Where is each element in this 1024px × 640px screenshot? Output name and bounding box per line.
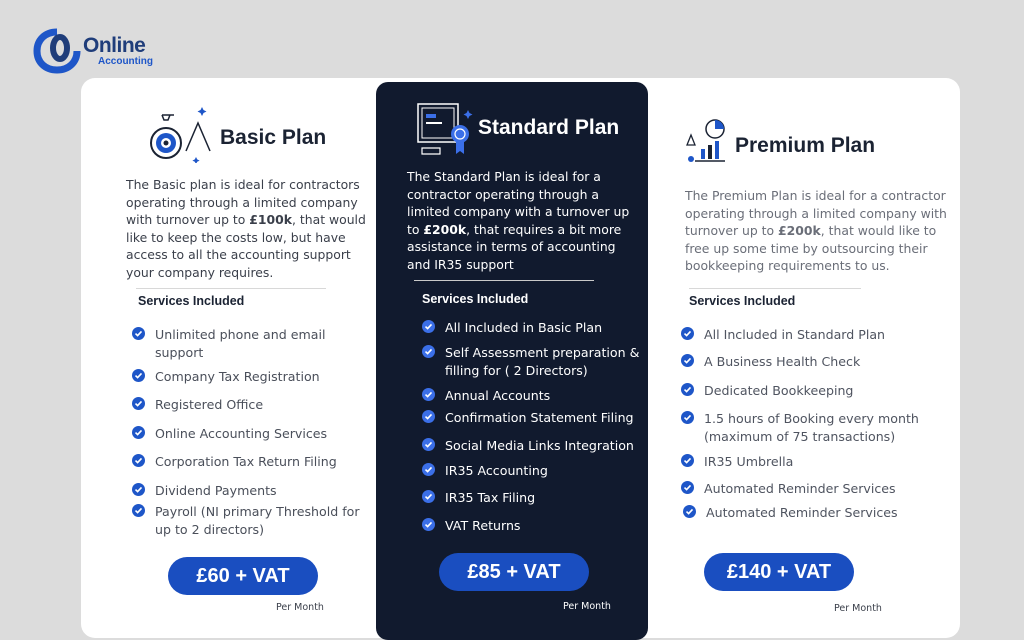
check-icon <box>422 345 435 358</box>
growth-chart-icon <box>681 117 733 169</box>
feature-label: Dedicated Bookkeeping <box>704 383 854 398</box>
price-period: Per Month <box>834 603 882 614</box>
price-button-basic[interactable]: £60 + VAT <box>168 557 318 595</box>
feature-item <box>132 326 364 362</box>
feature-label: Self Assessment preparation & filling for ( 2 Directors) <box>445 345 640 378</box>
check-icon <box>681 481 694 494</box>
check-icon <box>681 383 694 396</box>
feature-item <box>132 482 364 500</box>
feature-item <box>422 387 642 405</box>
feature-item <box>132 503 364 539</box>
feature-label: IR35 Tax Filing <box>445 490 536 505</box>
feature-label: Confirmation Statement Filing <box>445 410 634 425</box>
feature-item <box>132 425 364 443</box>
divider <box>414 280 594 281</box>
check-icon <box>132 426 145 439</box>
price-button-standard[interactable]: £85 + VAT <box>439 553 589 591</box>
feature-item <box>681 410 949 446</box>
feature-label: Automated Reminder Services <box>706 505 898 520</box>
feature-item <box>681 453 949 471</box>
feature-label: Social Media Links Integration <box>445 438 634 453</box>
plan-card-standard <box>376 82 648 640</box>
check-icon <box>132 397 145 410</box>
certificate-award-icon <box>416 102 480 162</box>
check-icon <box>132 454 145 467</box>
feature-label: Online Accounting Services <box>155 426 328 441</box>
feature-item <box>422 462 642 480</box>
feature-label: VAT Returns <box>445 518 521 533</box>
plan-description: The Standard Plan is ideal for a contractor operating through a limited company with a turnover up to £200k, that requires a bit more assistance in terms of accounting and IR35 support <box>407 169 630 272</box>
check-icon <box>422 410 435 423</box>
divider <box>689 288 861 289</box>
brand-name: Online <box>83 34 146 57</box>
plan-title: Basic Plan <box>220 126 327 149</box>
check-icon <box>422 320 435 333</box>
plan-description: The Premium Plan is ideal for a contractor operating through a limited company with turnover up to £200k, that would like to free up some time by outsourcing their bookkeeping requirements to us. <box>685 188 947 274</box>
target-goal-icon <box>146 103 212 163</box>
feature-label: Annual Accounts <box>445 388 551 403</box>
feature-item <box>132 396 364 414</box>
logo-mark-icon <box>33 28 81 74</box>
feature-label: Dividend Payments <box>155 483 277 498</box>
feature-label: IR35 Umbrella <box>704 454 794 469</box>
check-icon <box>422 518 435 531</box>
feature-item <box>422 319 642 337</box>
feature-item <box>132 368 364 386</box>
plan-description: The Basic plan is ideal for contractors operating through a limited company with turnover up to £100k, that would like to keep the costs low, but have access to all the accounting support your company requires. <box>126 177 366 280</box>
services-heading: Services Included <box>689 294 796 308</box>
feature-item <box>422 409 642 427</box>
check-icon <box>422 490 435 503</box>
check-icon <box>422 438 435 451</box>
feature-label: All Included in Basic Plan <box>445 320 603 335</box>
services-heading: Services Included <box>138 294 245 308</box>
check-icon <box>422 388 435 401</box>
check-icon <box>681 354 694 367</box>
services-heading: Services Included <box>422 292 529 306</box>
check-icon <box>132 504 145 517</box>
check-icon <box>681 454 694 467</box>
feature-label: Automated Reminder Services <box>704 481 896 496</box>
price-period: Per Month <box>563 601 611 612</box>
feature-item <box>132 453 364 471</box>
check-icon <box>132 483 145 496</box>
feature-item <box>422 437 642 455</box>
feature-item <box>681 382 949 400</box>
price-button-premium[interactable]: £140 + VAT <box>704 553 854 591</box>
feature-label: Registered Office <box>155 397 264 412</box>
feature-label: Corporation Tax Return Filing <box>155 454 337 469</box>
check-icon <box>422 463 435 476</box>
feature-item <box>422 489 642 507</box>
check-icon <box>132 327 145 340</box>
price-period: Per Month <box>276 602 324 613</box>
feature-item <box>681 326 949 344</box>
brand-logo[interactable] <box>33 28 153 74</box>
check-icon <box>683 505 696 518</box>
plan-title: Premium Plan <box>735 134 876 157</box>
feature-item <box>683 504 949 522</box>
feature-item <box>422 517 642 535</box>
feature-label: IR35 Accounting <box>445 463 548 478</box>
brand-subtitle: Accounting <box>98 56 153 67</box>
feature-label: Payroll (NI primary Threshold for up to 2 directors) <box>155 504 360 537</box>
feature-item <box>681 353 949 371</box>
feature-label: A Business Health Check <box>704 354 861 369</box>
feature-label: Company Tax Registration <box>155 369 320 384</box>
feature-item <box>681 480 949 498</box>
feature-label: 1.5 hours of Booking every month (maximum of 75 transactions) <box>704 411 919 444</box>
feature-label: All Included in Standard Plan <box>704 327 886 342</box>
check-icon <box>681 327 694 340</box>
check-icon <box>681 411 694 424</box>
divider <box>136 288 326 289</box>
feature-item <box>422 344 642 380</box>
check-icon <box>132 369 145 382</box>
plan-title: Standard Plan <box>478 116 620 139</box>
feature-label: Unlimited phone and email support <box>155 327 326 360</box>
